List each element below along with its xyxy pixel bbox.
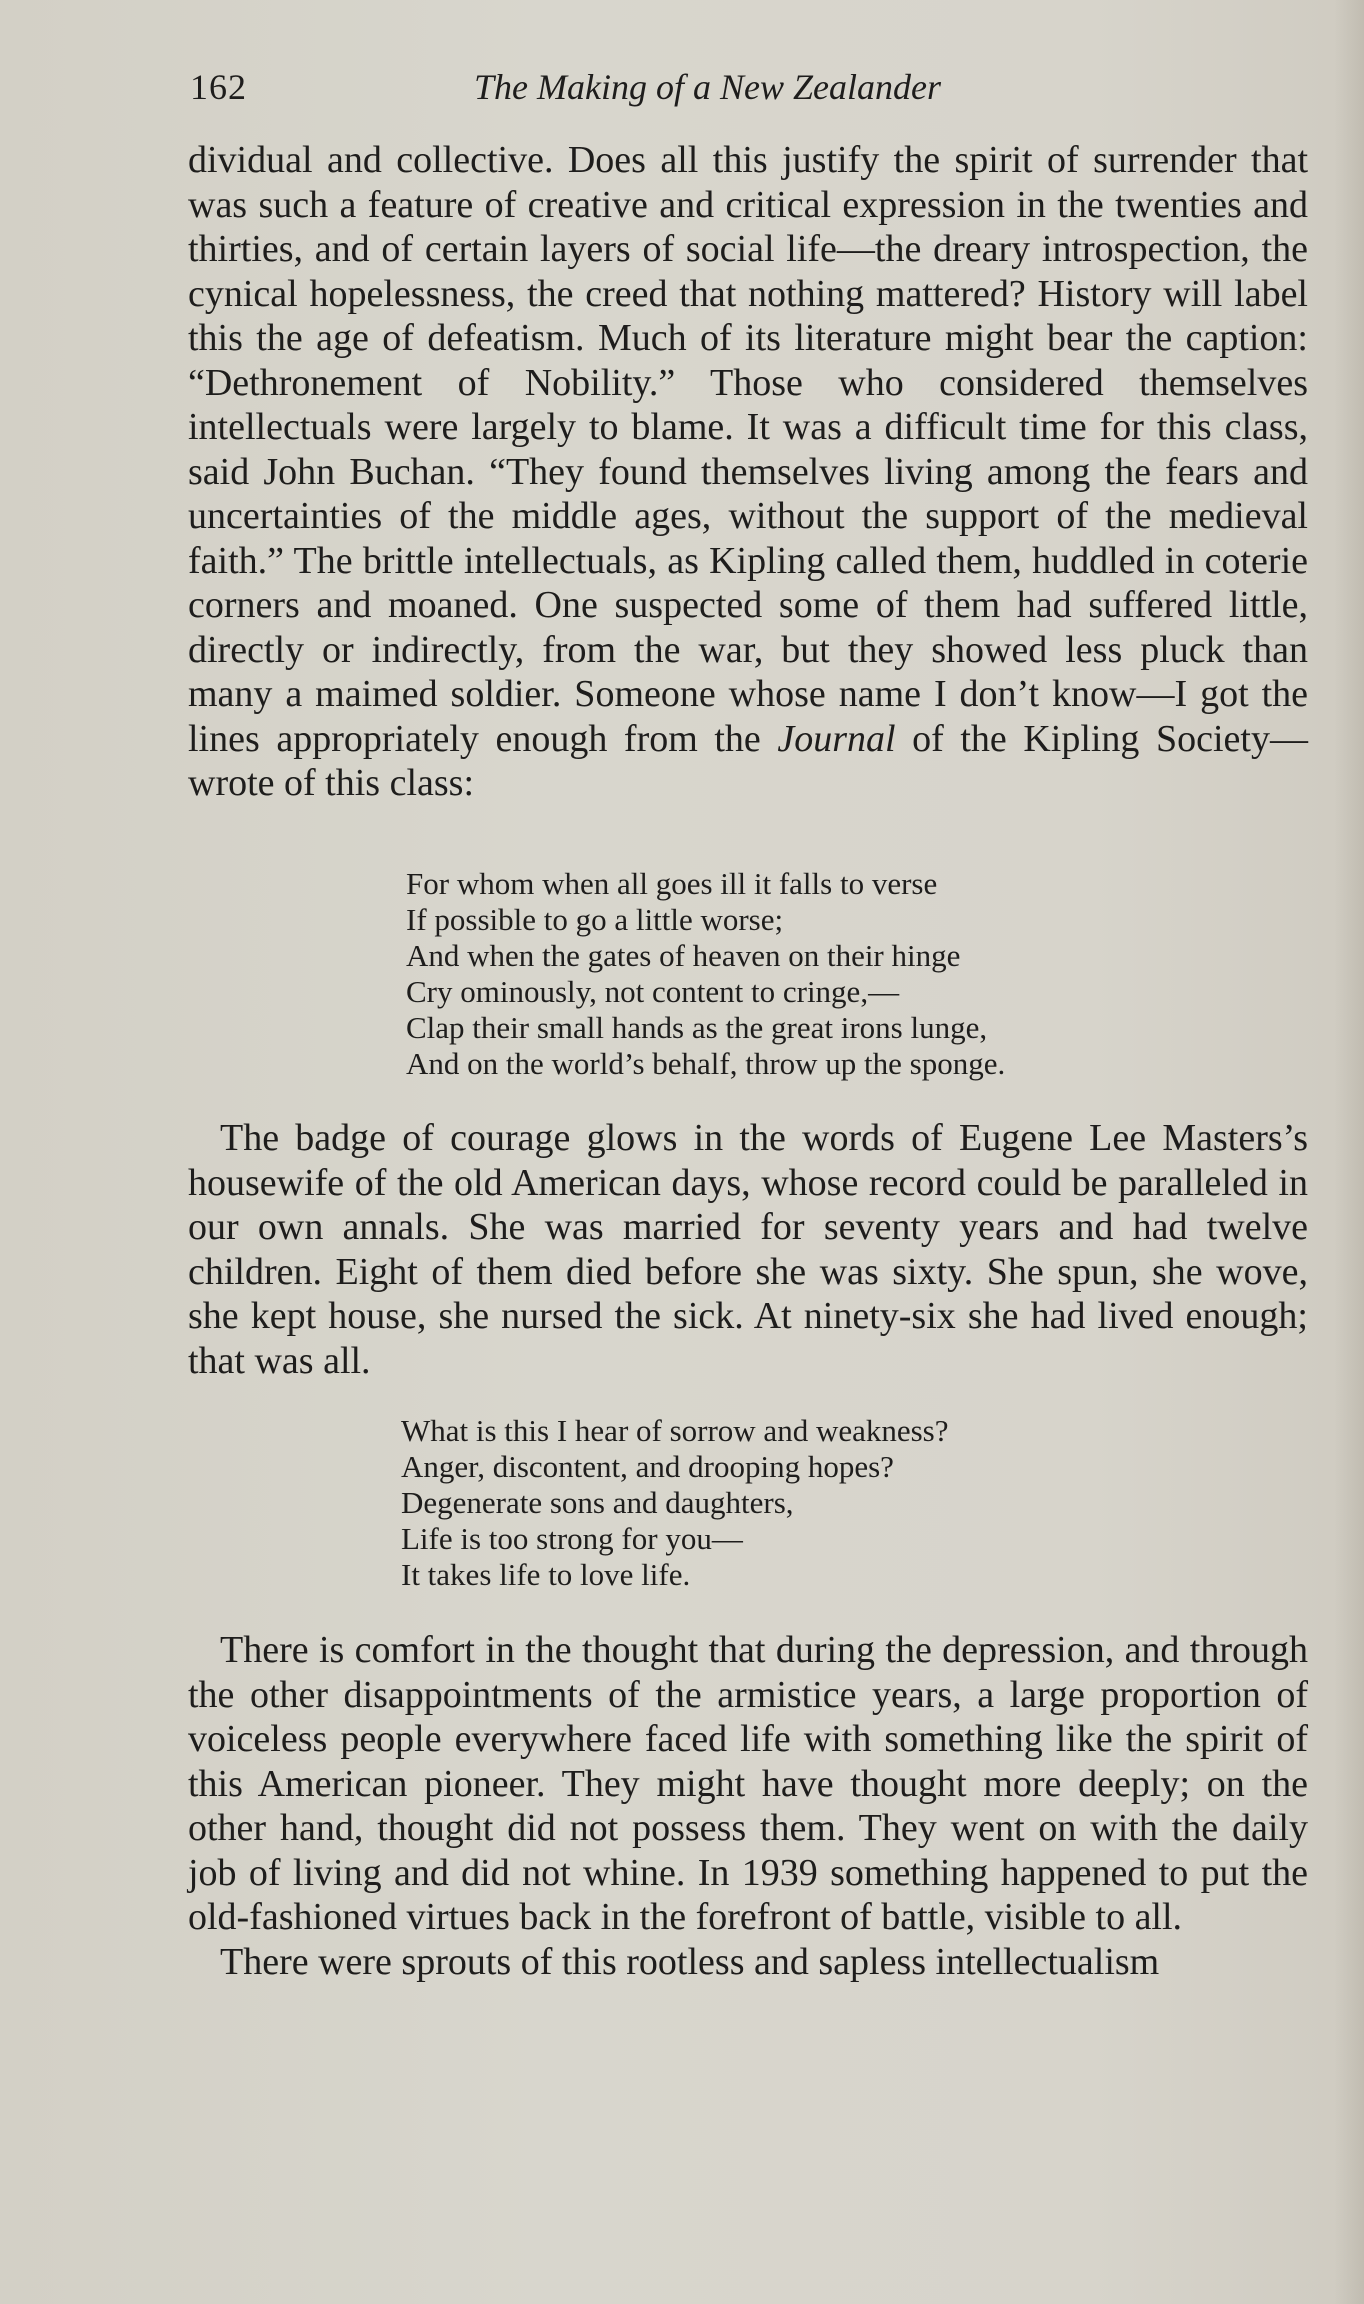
verse-line: Cry ominously, not content to cringe,— <box>406 974 900 1009</box>
page-header <box>190 66 1310 116</box>
verse-1 <box>406 866 1005 1082</box>
journal-italic: Journal <box>777 717 896 760</box>
verse-line: And when the gates of heaven on their hinge <box>406 938 961 973</box>
verse-line: What is this I hear of sorrow and weakness? <box>401 1413 949 1448</box>
text-block-3 <box>188 1628 1308 1984</box>
verse-line: Clap their small hands as the great irons lunge, <box>406 1010 988 1045</box>
paragraph-1-tail: of the Kipling Society—wrote of this class: <box>188 717 1308 804</box>
verse-line: Life is too strong for you— <box>401 1521 743 1556</box>
verse-line: And on the world’s behalf, throw up the sponge. <box>406 1046 1006 1081</box>
verse-line: For whom when all goes ill it falls to verse <box>406 866 938 901</box>
paragraph-1-text: dividual and collective. Does all this justify the spirit of surrender that was such a feature of creative and critical expression in the twenties and thirties, and of certain layers of social life—the dreary introspection, the cynical hopelessness, the creed that nothing mattered? History will label this the age of defeatism. Much of its literature might bear the caption: “Dethronement of Nobility.” Those who considered themselves intellectuals were largely to blame. It was a difficult time for this class, said John Buchan. “They found themselves living among the fears and uncertainties of the middle ages, without the support of the medieval faith.” The brittle intellectuals, as Kipling called them, huddled in coterie corners and moaned. One suspected some of them had suffered little, directly or indirectly, from the war, but they showed less pluck than many a maimed soldier. Someone whose name I don’t know—I got the lines appropriately enough from the <box>188 139 1308 760</box>
running-title: The Making of a New Zealander <box>474 67 941 107</box>
page-edge-shadow <box>1334 0 1364 2304</box>
paragraph-2: The badge of courage glows in the words of Eugene Lee Masters’s housewife of the old American days, whose record could be paralleled in our own annals. She was married for seventy years and had twelve children. Eight of them died before she was sixty. She spun, she wove, she kept house, she nursed the sick. At ninety-six she had lived enough; that was all. <box>188 1117 1308 1382</box>
verse-line: Degenerate sons and daughters, <box>401 1485 794 1520</box>
text-block-1 <box>188 138 1308 806</box>
text-block-2 <box>188 1116 1308 1383</box>
verse-line: If possible to go a little worse; <box>406 902 784 937</box>
page-number: 162 <box>190 67 247 107</box>
paragraph-4: There were sprouts of this rootless and sapless intellectualism <box>220 1940 1160 1983</box>
verse-2 <box>401 1413 949 1593</box>
verse-line: It takes life to love life. <box>401 1557 691 1592</box>
verse-line: Anger, discontent, and drooping hopes? <box>401 1449 894 1484</box>
paragraph-3: There is comfort in the thought that during the depression, and through the other disappointments of the armistice years, a large proportion of voiceless people everywhere faced life with something like the spirit of this American pioneer. They might have thought more deeply; on the other hand, thought did not possess them. They went on with the daily job of living and did not whine. In 1939 something happened to put the old-fashioned virtues back in the forefront of battle, visible to all. <box>188 1629 1308 1938</box>
paragraph-1 <box>188 138 1308 806</box>
